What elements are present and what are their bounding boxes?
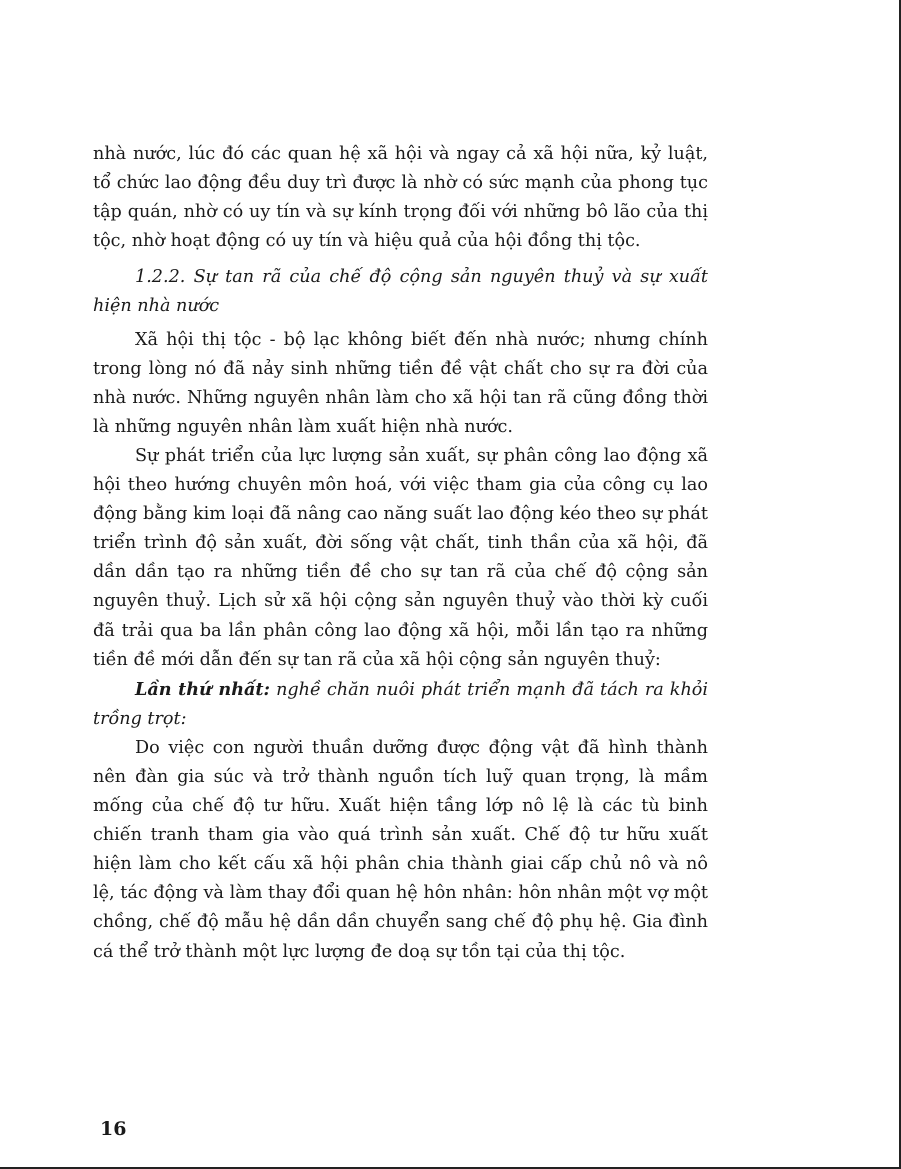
body-text [93, 140, 708, 967]
subheading-first-division [93, 675, 708, 734]
page-number: 16 [100, 1118, 127, 1140]
paragraph: Do việc con người thuần dưỡng được động vật đã hình thành nên đàn gia súc và trở thành nguồn tích luỹ quan trọng, là mầm mống của chế độ tư hữu. Xuất hiện tầng lớp nô lệ là các tù binh chiến tranh tham gia vào quá trình sản xuất. Chế độ tư hữu xuất hiện làm cho kết cấu xã hội phân chia thành giai cấp chủ nô và nô lệ, tác động và làm thay đổi quan hệ hôn nhân: hôn nhân một vợ một chồng, chế độ mẫu hệ dần dần chuyển sang chế độ phụ hệ. Gia đình cá thể trở thành một lực lượng đe doạ sự tồn tại của thị tộc. [93, 737, 708, 962]
paragraph-continuation: nhà nước, lúc đó các quan hệ xã hội và ngay cả xã hội nữa, kỷ luật, tổ chức lao động đều duy trì được là nhờ có sức mạnh của phong tục tập quán, nhờ có uy tín và sự kính trọng đối với những bô lão của thị tộc, nhờ hoạt động có uy tín và hiệu quả của hội đồng thị tộc. [93, 144, 708, 252]
subheading-rest: nghề chăn nuôi phát triển mạnh đã tách ra khỏi trồng trọt: [93, 679, 708, 729]
paragraph: Sự phát triển của lực lượng sản xuất, sự phân công lao động xã hội theo hướng chuyên môn hoá, với việc tham gia của công cụ lao động bằng kim loại đã nâng cao năng suất lao động kéo theo sự phát triển trình độ sản xuất, đời sống vật chất, tinh thần của xã hội, đã dần dần tạo ra những tiền đề cho sự tan rã của chế độ cộng sản nguyên thuỷ. Lịch sử xã hội cộng sản nguyên thuỷ vào thời kỳ cuối đã trải qua ba lần phân công lao động xã hội, mỗi lần tạo ra những tiền đề mới dẫn đến sự tan rã của xã hội cộng sản nguyên thuỷ: [93, 445, 708, 670]
section-heading: 1.2.2. Sự tan rã của chế độ cộng sản nguyên thuỷ và sự xuất hiện nhà nước [93, 267, 708, 317]
subheading-lead: Lần thứ nhất: [135, 678, 271, 700]
paragraph: Xã hội thị tộc - bộ lạc không biết đến nhà nước; nhưng chính trong lòng nó đã nảy sinh những tiền đề vật chất cho sự ra đời của nhà nước. Những nguyên nhân làm cho xã hội tan rã cũng đồng thời là những nguyên nhân làm xuất hiện nhà nước. [93, 329, 708, 437]
